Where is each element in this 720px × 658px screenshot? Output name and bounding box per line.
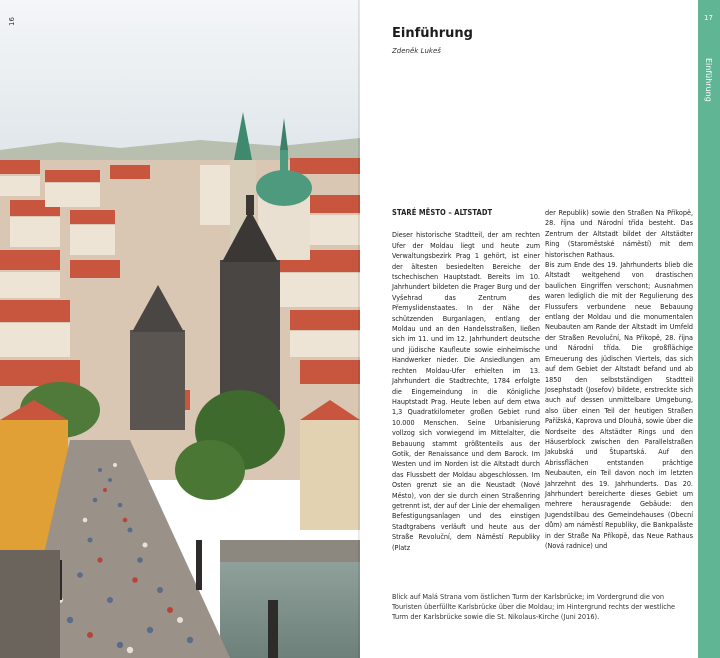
section-heading: STARÉ MĚSTO – ALTSTADT	[392, 208, 493, 217]
author-name: Zdeněk Lukeš	[392, 47, 441, 55]
text-column-1	[392, 208, 540, 553]
chapter-side-tab	[698, 0, 720, 658]
chapter-title: Einführung	[392, 26, 473, 41]
page-number-left: 16	[8, 17, 16, 26]
photo-caption: Blick auf Malá Strana vom östlichen Turm der Karlsbrücke; im Vordergrund die von Touristen überfüllte Karlsbrücke über die Moldau; im Hintergrund rechts der westliche Turm der Karlsbrücke sowie die St. Nikolaus-Kirche (Juni 2016).	[392, 593, 676, 621]
body-paragraph: Bis zum Ende des 19. Jahrhunderts blieb die Altstadt weitgehend von drastischen baulichen Eingriffen verschont; Ausnahmen waren lediglich die mit der Regulierung des Flussufers verbundene neue Bebauung entlang der Moldau und die monumentalen Neubauten am Rande der Altstadt im Umfeld der Straßen Revoluční, Na Příkopě, 28. října und Národní třída. Die großflächige Erneuerung des jüdischen Viertels, das sich auf dem Gebiet der Altstadt befand und ab 1850 den selbstständigen Stadtteil Josephstadt (Josefov) bildete, erstreckte sich auch auf dessen unmittelbare Umgebung, also über einen Teil der heutigen Straßen Pařížská, Kaprova und Dlouhá, sowie über die Nordseite des Altstädter Rings und den Häuserblock zwischen den Parallelstraßen Jakubská und Štupartská. Auf den Abrissflächen entstanden prächtige Neubauten, ein Teil davon noch im letzten Jahrzehnt des 19. Jahrhunderts. Das 20. Jahrhundert bereicherte dieses Gebiet um mehrere herausragende Gebäude: den Jugendstilbau des Gemeindehauses (Obecní dům) am náměstí Republiky, die Bankpaläste in der Straße Na Příkopě, das Neue Rathaus (Nová radnice) und	[545, 260, 693, 550]
right-page	[360, 0, 720, 658]
side-tab-label: Einführung	[704, 58, 713, 102]
text-column-2	[545, 208, 693, 551]
body-paragraph: Dieser historische Stadtteil, der am rechten Ufer der Moldau liegt und heute zum Verwaltungsbezirk Prag 1 gehört, ist einer der ältesten besiedelten Bereiche der tschechischen Hauptstadt. Bereits im 10. Jahrhundert bildeten die Prager Burg und der Vyšehrad das Zentrum des Přemyslidenstaates. In der Nähe der schützenden Burganlagen, entlang der Moldau und an den Handelsstraßen, ließen sich im 11. und im 12. Jahrhundert deutsche und jüdische Kaufleute sowie einheimische Handwerker nieder. Die Ansiedlungen am rechten Moldau-Ufer erhielten im 13. Jahrhundert die Stadtrechte, 1784 erfolgte die Eingemeindung in die Königliche Hauptstadt Prag. Heute leben auf dem etwa 1,3 Quadratkilometer großen Gebiet rund 10.000 Menschen. Seine Urbanisierung vollzog sich vorwiegend im Mittelalter, die Bebauung stammt größtenteils aus der Gotik, der Renaissance und dem Barock. Im Westen und im Norden ist die Altstadt durch das Flussbett der Moldau abgeschlossen. Im Osten grenzt sie an die Neustadt (Nové Město), von der sie durch einen Straßenring getrennt ist, der auf der Linie der ehemaligen Befestigungsanlagen und des einstigen Stadtgrabens verläuft und heute aus der Straße Revoluční, dem Náměstí Republiky (Platz	[392, 230, 540, 552]
page-number-right: 17	[704, 14, 713, 22]
body-paragraph: der Republik) sowie den Straßen Na Příkopě, 28. října und Národní třída besteht. Das Zentrum der Altstadt bildet der Altstädter Ring (Staroměstské náměstí) mit dem historischen Rathaus.	[545, 208, 693, 259]
